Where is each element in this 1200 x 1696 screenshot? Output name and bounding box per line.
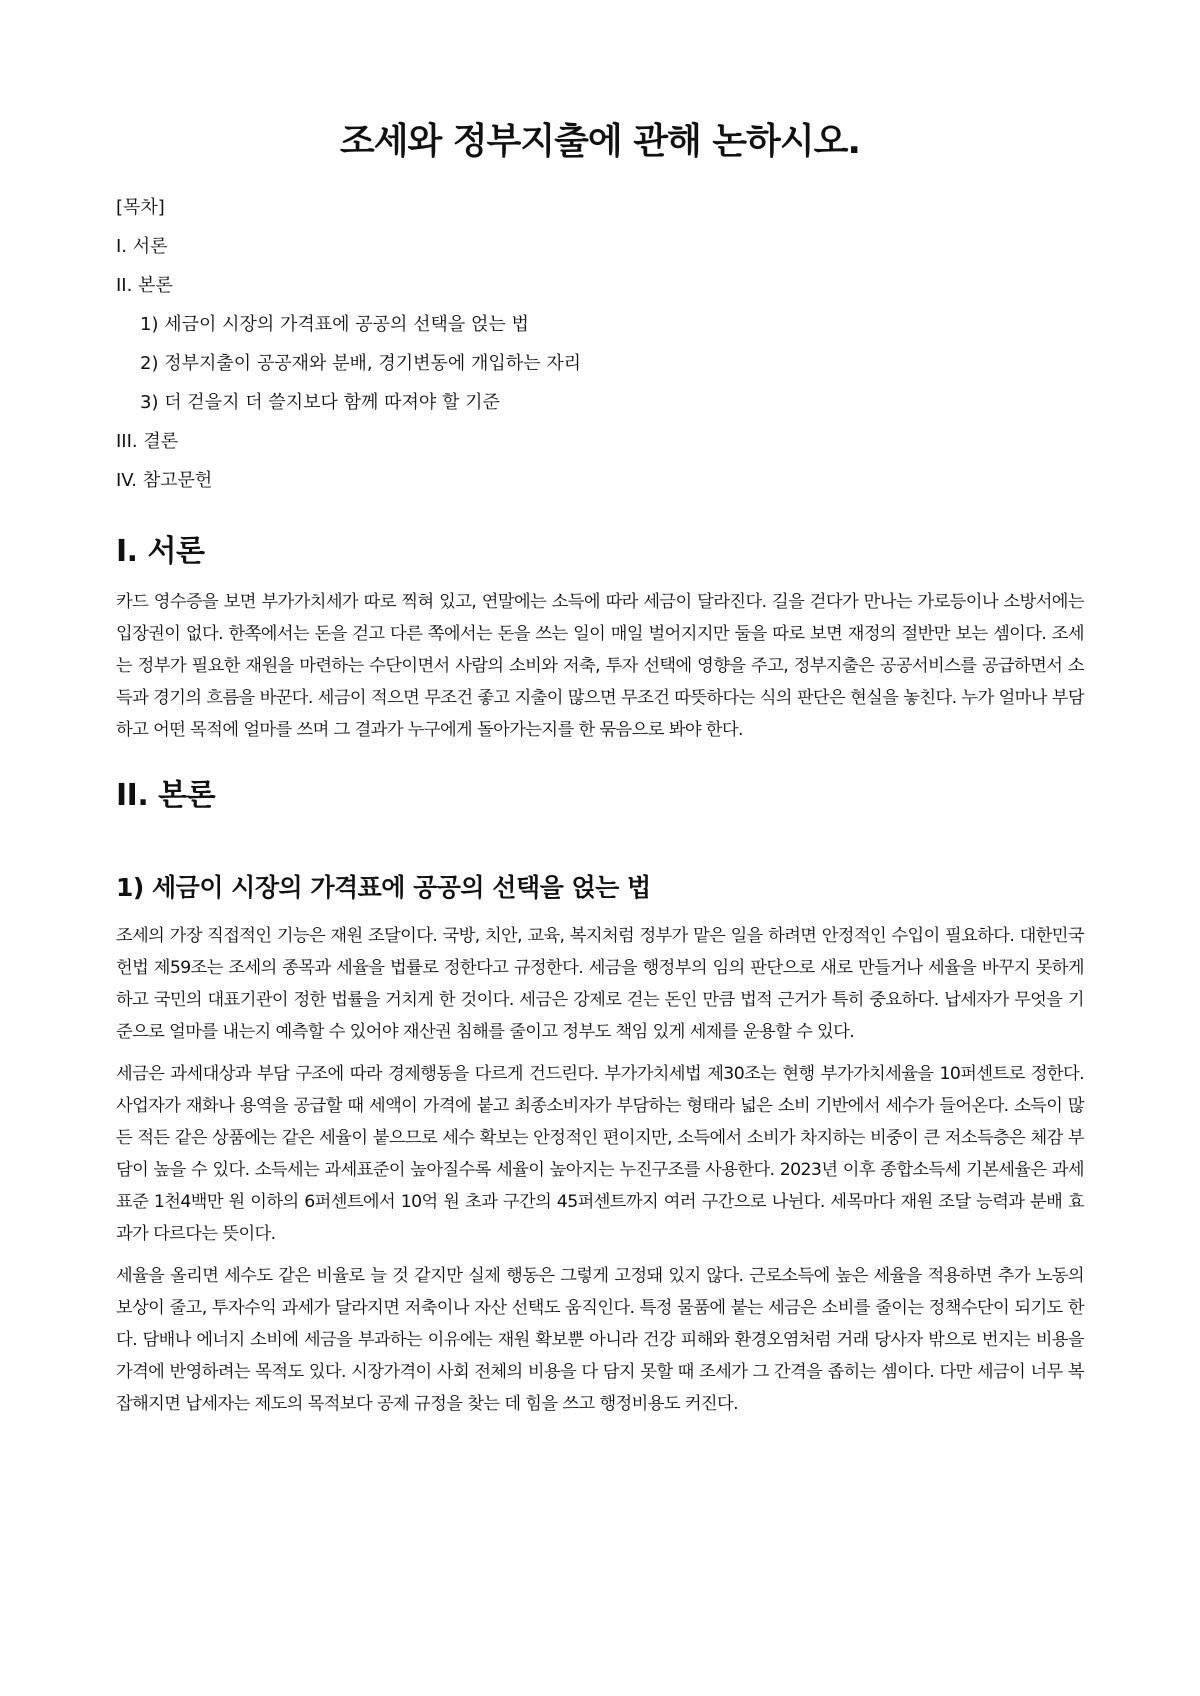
- section-heading-body: II. 본론: [116, 778, 216, 813]
- toc-item-references: IV. 참고문헌: [116, 470, 213, 491]
- toc-heading: [목차]: [116, 197, 165, 218]
- toc-item-intro: I. 서론: [116, 236, 168, 257]
- body-paragraph-2: 세금은 과세대상과 부담 구조에 따라 경제행동을 다르게 건드린다. 부가가치세법 제30조는 현행 부가가치세율을 10퍼센트로 정한다. 사업자가 재화나 용역을 공급할 때 세액이 가격에 붙고 최종소비자가 부담하는 형태라 넓은 소비 기반에서 세수가 들어온다. 소득이 많든 적든 같은 상품에는 같은 세율이 붙으므로 세수 확보는 안정적인 편이지만, 소득에서 소비가 차지하는 비중이 큰 저소득층은 체감 부담이 높을 수 있다. 소득세는 과세표준이 높아질수록 세율이 높아지는 누진구조를 사용한다. 2023년 이후 종합소득세 기본세율은 과세표준 1천4백만 원 이하의 6퍼센트에서 10억 원 초과 구간의 45퍼센트까지 여러 구간으로 나뉜다. 세목마다 재원 조달 능력과 분배 효과가 다르다는 뜻이다.: [116, 1064, 1084, 1244]
- body-paragraph-3: 세율을 올리면 세수도 같은 비율로 늘 것 같지만 실제 행동은 그렇게 고정돼 있지 않다. 근로소득에 높은 세율을 적용하면 추가 노동의 보상이 줄고, 투자수익 과세가 달라지면 저축이나 자산 선택도 움직인다. 특정 물품에 붙는 세금은 소비를 줄이는 정책수단이 되기도 한다. 담배나 에너지 소비에 세금을 부과하는 이유에는 재원 확보뿐 아니라 건강 피해와 환경오염처럼 거래 당사자 밖으로 번지는 비용을 가격에 반영하려는 목적도 있다. 시장가격이 사회 전체의 비용을 다 담지 못할 때 조세가 그 간격을 좁히는 셈이다. 다만 세금이 너무 복잡해지면 납세자는 제도의 목적보다 공제 규정을 찾는 데 힘을 쓰고 행정비용도 커진다.: [116, 1266, 1084, 1414]
- toc-item-conclusion: III. 결론: [116, 431, 179, 452]
- toc-item-body-2: 2) 정부지출이 공공재와 분배, 경기변동에 개입하는 자리: [140, 353, 582, 374]
- toc-item-body-3: 3) 더 걷을지 더 쓸지보다 함께 따져야 할 기준: [140, 392, 500, 413]
- body-paragraph-1: 조세의 가장 직접적인 기능은 재원 조달이다. 국방, 치안, 교육, 복지처럼 정부가 맡은 일을 하려면 안정적인 수입이 필요하다. 대한민국 헌법 제59조는 조세의 종목과 세율을 법률로 정한다고 규정한다. 세금을 행정부의 임의 판단으로 새로 만들거나 세율을 바꾸지 못하게 하고 국민의 대표기관이 정한 법률을 거치게 한 것이다. 세금은 강제로 걷는 돈인 만큼 법적 근거가 특히 중요하다. 납세자가 무엇을 기준으로 얼마를 내는지 예측할 수 있어야 재산권 침해를 줄이고 정부도 책임 있게 세제를 운용할 수 있다.: [116, 926, 1084, 1042]
- intro-paragraph: 카드 영수증을 보면 부가가치세가 따로 찍혀 있고, 연말에는 소득에 따라 세금이 달라진다. 길을 걷다가 만나는 가로등이나 소방서에는 입장권이 없다. 한쪽에서는 돈을 걷고 다른 쪽에서는 돈을 쓰는 일이 매일 벌어지지만 둘을 따로 보면 재정의 절반만 보는 셈이다. 조세는 정부가 필요한 재원을 마련하는 수단이면서 사람의 소비와 저축, 투자 선택에 영향을 주고, 정부지출은 공공서비스를 공급하면서 소득과 경기의 흐름을 바꾼다. 세금이 적으면 무조건 좋고 지출이 많으면 무조건 따뜻하다는 식의 판단은 현실을 놓친다. 누가 얼마나 부담하고 어떤 목적에 얼마를 쓰며 그 결과가 누구에게 돌아가는지를 한 묶음으로 봐야 한다.: [116, 592, 1084, 740]
- toc-item-body-1: 1) 세금이 시장의 가격표에 공공의 선택을 얹는 법: [140, 314, 529, 335]
- subsection-heading-1: 1) 세금이 시장의 가격표에 공공의 선택을 얹는 법: [116, 873, 651, 902]
- section-heading-intro: I. 서론: [116, 534, 205, 569]
- table-of-contents: [116, 188, 1084, 500]
- toc-item-body: II. 본론: [116, 275, 173, 296]
- document-title: 조세와 정부지출에 관해 논하시오.: [339, 121, 861, 162]
